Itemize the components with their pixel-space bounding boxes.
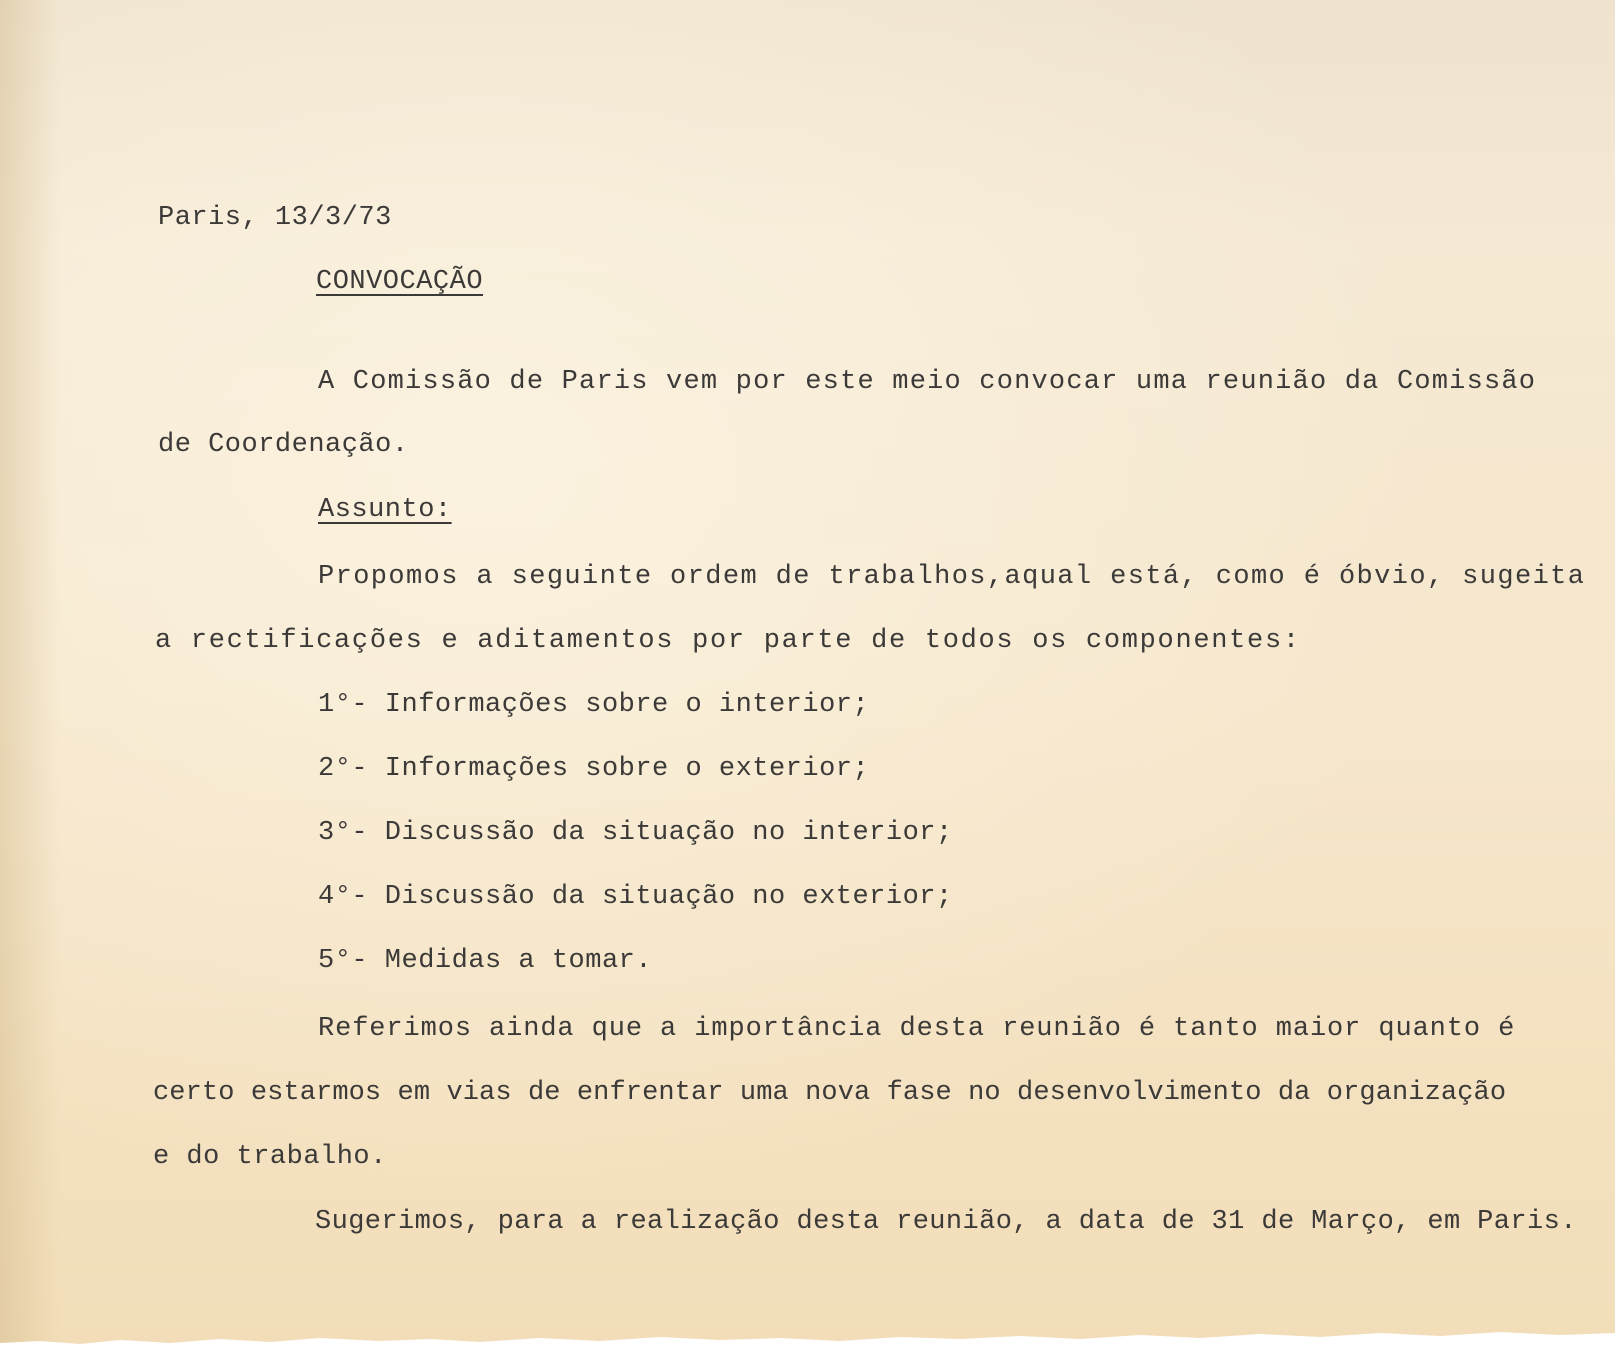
agenda-item-4: 4°- Discussão da situação no exterior; (318, 882, 953, 912)
letter-date: Paris, 13/3/73 (158, 203, 392, 233)
agenda-item-5: 5°- Medidas a tomar. (318, 946, 653, 976)
intro-line-1: A Comissão de Paris vem por este meio convocar uma reunião da Comissão (318, 367, 1537, 397)
proposal-line-2: a rectificações e aditamentos por parte de todos os componentes: (155, 626, 1301, 656)
intro-line-2: de Coordenação. (158, 430, 409, 460)
importance-line-1: Referimos ainda que a importância desta reunião é tanto maior quanto é (318, 1014, 1516, 1044)
paper-edge-shading (0, 0, 60, 1353)
agenda-item-1: 1°- Informações sobre o interior; (318, 690, 870, 720)
letter-title: CONVOCAÇÃO (316, 267, 484, 297)
torn-paper-edge (0, 1323, 1615, 1353)
importance-line-3: e do trabalho. (153, 1142, 387, 1172)
proposal-line-1: Propomos a seguinte ordem de trabalhos,aqual está, como é óbvio, sugeita (318, 562, 1586, 592)
subject-label: Assunto: (318, 495, 452, 525)
agenda-item-2: 2°- Informações sobre o exterior; (318, 754, 870, 784)
suggestion-line: Sugerimos, para a realização desta reunião, a data de 31 de Março, em Paris. (315, 1207, 1577, 1237)
agenda-item-3: 3°- Discussão da situação no interior; (318, 818, 953, 848)
importance-line-2: certo estarmos em vias de enfrentar uma nova fase no desenvolvimento da organização (153, 1078, 1507, 1108)
